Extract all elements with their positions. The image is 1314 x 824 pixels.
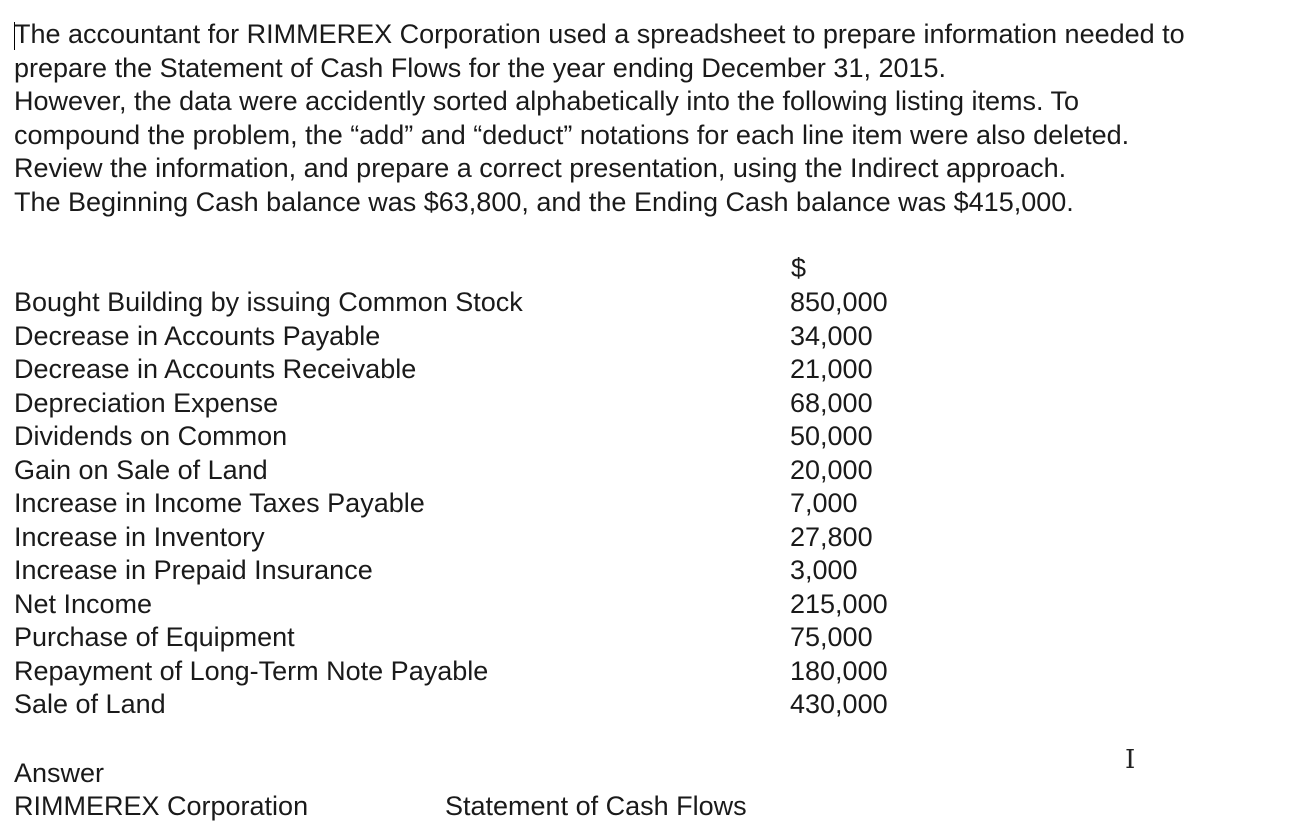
item-amount: 21,000 (790, 354, 873, 384)
table-row (14, 655, 914, 689)
table-row (14, 588, 914, 622)
answer-heading: Answer (14, 758, 105, 788)
line-items-table (14, 286, 914, 722)
table-row (14, 320, 914, 354)
item-amount: 7,000 (790, 488, 858, 518)
text-cursor-ibeam-icon: I (1125, 745, 1136, 775)
instruction-line: prepare the Statement of Cash Flows for the year ending December 31, 2015. (14, 52, 947, 83)
item-amount: 3,000 (790, 555, 858, 585)
table-row (14, 454, 914, 488)
item-amount: 215,000 (790, 588, 888, 619)
instruction-line: The accountant for RIMMEREX Corporation used a spreadsheet to prepare information needed to (14, 19, 1185, 49)
item-amount: 75,000 (790, 622, 873, 652)
item-amount: 850,000 (790, 287, 888, 317)
item-label: Increase in Income Taxes Payable (14, 488, 425, 518)
item-label: Dividends on Common (14, 421, 288, 451)
table-row (14, 487, 914, 521)
item-label: Gain on Sale of Land (14, 454, 268, 485)
table-row (14, 353, 914, 387)
table-row (14, 621, 914, 655)
problem-instructions (14, 18, 1304, 219)
item-label: Decrease in Accounts Payable (14, 320, 381, 351)
item-amount: 430,000 (790, 689, 888, 719)
item-amount: 20,000 (790, 454, 873, 485)
company-name: RIMMEREX Corporation (14, 791, 309, 821)
table-row (14, 420, 914, 454)
item-label: Net Income (14, 588, 153, 619)
item-amount: 50,000 (790, 421, 873, 451)
item-label: Depreciation Expense (14, 387, 279, 418)
table-row (14, 387, 914, 421)
item-label: Sale of Land (14, 689, 166, 719)
table-row (14, 286, 914, 320)
table-row (14, 688, 914, 722)
item-label: Purchase of Equipment (14, 622, 295, 652)
table-row (14, 521, 914, 555)
item-amount: 68,000 (790, 387, 873, 418)
statement-title: Statement of Cash Flows (445, 791, 747, 821)
currency-symbol: $ (791, 253, 807, 283)
instruction-line: compound the problem, the “add” and “deduct” notations for each line item were also deleted. (14, 119, 1130, 150)
item-label: Increase in Prepaid Insurance (14, 555, 373, 585)
table-row (14, 554, 914, 588)
instruction-line: Review the information, and prepare a correct presentation, using the Indirect approach. (14, 153, 1067, 183)
instruction-line: However, the data were accidently sorted alphabetically into the following listing items. To (14, 86, 1080, 116)
item-amount: 34,000 (790, 320, 873, 351)
item-label: Repayment of Long-Term Note Payable (14, 655, 489, 686)
instruction-line: The Beginning Cash balance was $63,800, and the Ending Cash balance was $415,000. (14, 186, 1074, 217)
item-label: Increase in Inventory (14, 521, 265, 552)
item-amount: 27,800 (790, 521, 873, 552)
item-amount: 180,000 (790, 655, 888, 686)
item-label: Decrease in Accounts Receivable (14, 354, 417, 384)
item-label: Bought Building by issuing Common Stock (14, 287, 523, 317)
